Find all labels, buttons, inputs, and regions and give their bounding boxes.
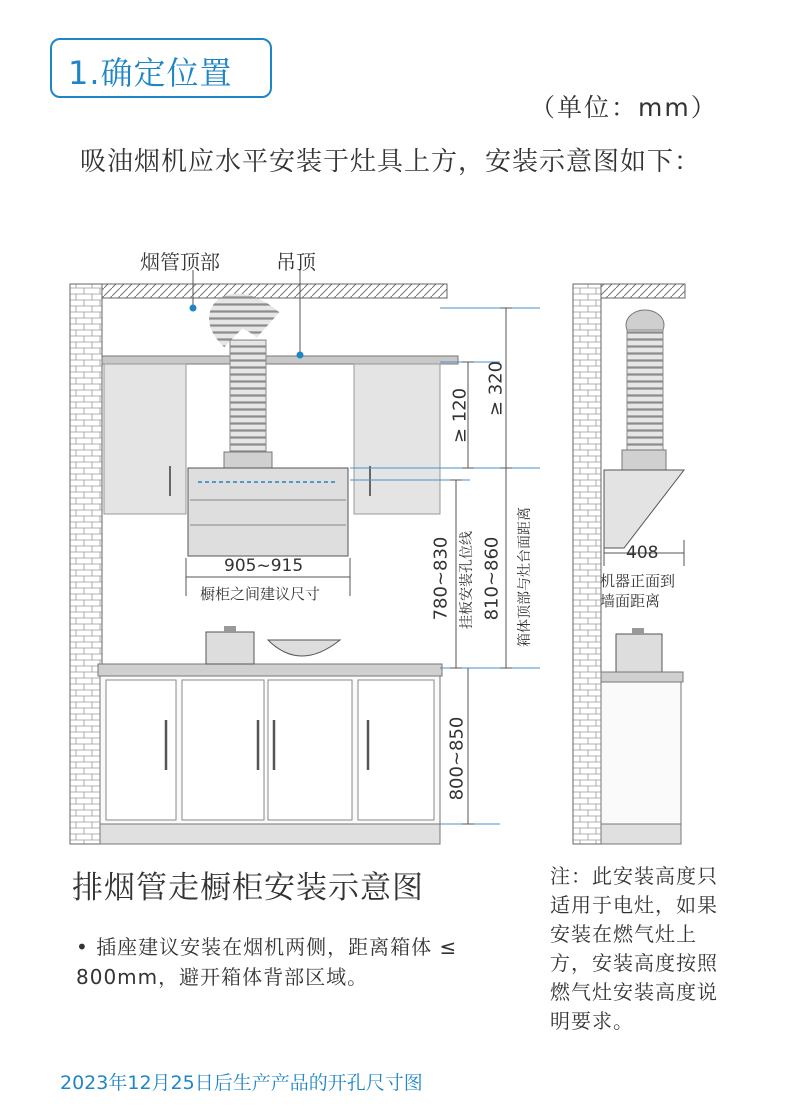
- upper-cabinet-right: [354, 364, 440, 514]
- flexible-duct: [230, 340, 266, 455]
- dim-780-830-label: 780~830: [430, 536, 452, 621]
- side-cabinet: [601, 682, 681, 824]
- suspended-ceiling: [102, 356, 458, 364]
- ceiling-label: 吊顶: [276, 250, 316, 274]
- range-hood: [188, 468, 348, 556]
- height-note: 注：此安装高度只适用于电灶，如果安装在燃气灶上方，安装高度按照燃气灶安装高度说明要求。: [550, 864, 718, 1033]
- dim-408-note-line2: 墙面距离: [600, 592, 661, 610]
- pot: [206, 632, 254, 664]
- flue-top-label: 烟管顶部: [140, 250, 220, 274]
- dim-120-label: ≥ 120: [449, 387, 471, 444]
- left-wall: [70, 284, 102, 844]
- side-wall: [573, 284, 601, 844]
- hood-collar: [224, 452, 272, 468]
- diagram-caption-title: 排烟管走橱柜安装示意图: [72, 870, 424, 906]
- dim-800-850-label: 800~850: [446, 716, 468, 801]
- socket-bullet-note: • 插座建议安装在烟机两侧，距离箱体 ≤ 800mm，避开箱体背部区域。: [76, 935, 458, 989]
- cabinet-plinth: [100, 824, 440, 844]
- right-scene: [573, 284, 685, 844]
- dim-810-860-label: 810~860: [481, 536, 503, 621]
- wok: [268, 640, 340, 656]
- unit-label: （单位：mm）: [530, 93, 718, 122]
- upper-cabinet-left: [104, 364, 186, 514]
- countertop: [98, 664, 442, 676]
- duct-elbow: [226, 311, 268, 335]
- dim-320-label: ≥ 320: [485, 360, 507, 417]
- ceiling-slab: [102, 284, 447, 298]
- side-ceiling: [601, 284, 685, 298]
- side-duct: [627, 330, 663, 450]
- dim-780-830-note: 挂板安装孔位线: [459, 531, 475, 629]
- dim-width-label: 905~915: [224, 556, 304, 576]
- dim-408-label: 408: [626, 543, 659, 563]
- footer-link-text: 2023年12月25日后生产产品的开孔尺寸图: [60, 1072, 423, 1094]
- side-hood: [604, 470, 684, 548]
- section-title: 1.确定位置: [68, 54, 233, 92]
- dim-408-note-line1: 机器正面到: [600, 572, 676, 590]
- dim-810-860-note: 箱体顶部与灶台面距离: [517, 507, 533, 647]
- side-pot: [616, 634, 662, 672]
- dim-width-note: 橱柜之间建议尺寸: [200, 585, 321, 603]
- intro-text: 吸油烟机应水平安装于灶具上方，安装示意图如下：: [80, 147, 702, 177]
